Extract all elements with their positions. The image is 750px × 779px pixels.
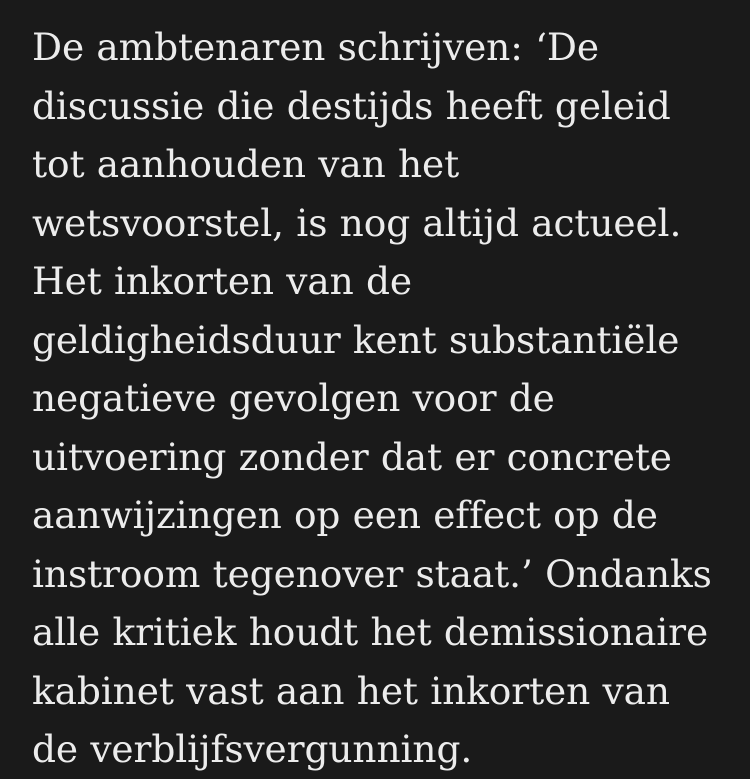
article-paragraph: De ambtenaren schrijven: ‘De discussie die destijds heeft geleid tot aanhouden van het wetsvoorstel, is nog altijd actueel. Het inkorten van de geldigheidsduur kent substantiële negatieve gevolgen voor de uitvoering zonder dat er concrete aanwijzingen op een effect op de instroom tegenover staat.’ Ondanks alle kritiek houdt het demissionaire kabinet vast aan het inkorten van de verblijfsvergunning.: [32, 25, 712, 771]
